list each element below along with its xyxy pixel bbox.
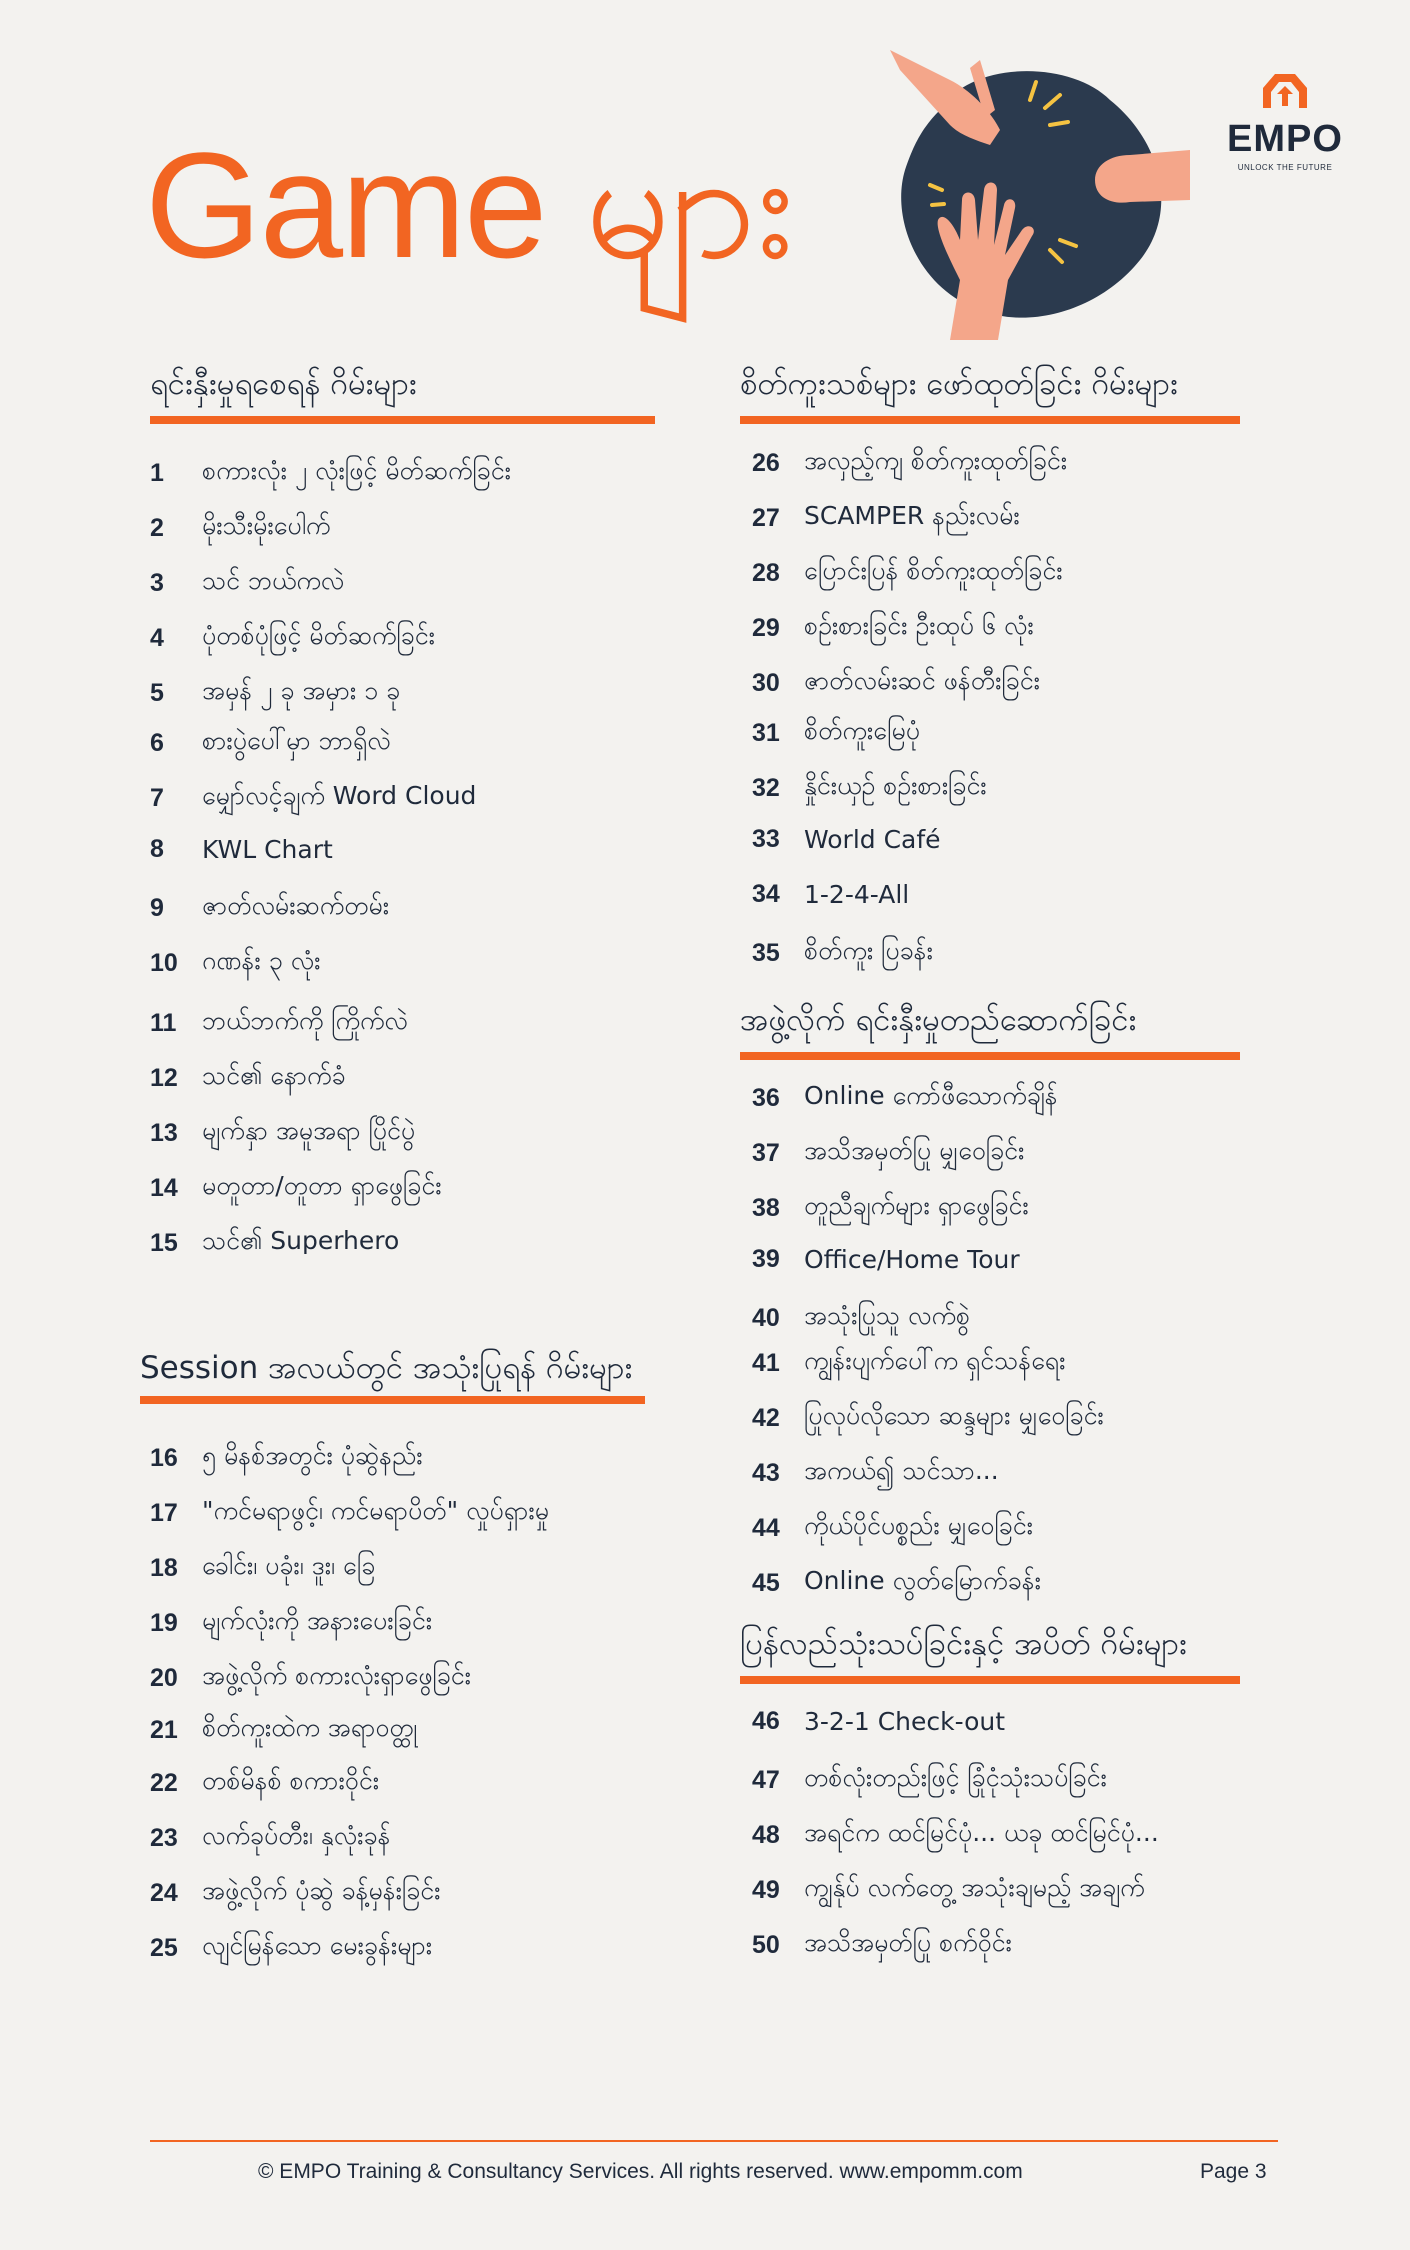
item-text: စိတ်ကူးမြေပုံ (804, 716, 921, 745)
item-text: တစ်မိနစ် စကားဝိုင်း (202, 1766, 380, 1795)
item-text: အကယ်၍ သင်သာ... (804, 1456, 999, 1485)
item-number: 16 (150, 1444, 178, 1472)
section-mid-session (140, 1346, 645, 1404)
item-number: 5 (150, 679, 164, 707)
item-text: စိတ်ကူးထဲက အရာဝတ္ထု (202, 1713, 418, 1742)
list-item (752, 445, 1067, 482)
list-item (150, 725, 391, 762)
list-item (150, 835, 333, 864)
item-text: တစ်လုံးတည်းဖြင့် ခြုံငုံသုံးသပ်ခြင်း (804, 1763, 1107, 1792)
item-number: 23 (150, 1824, 178, 1852)
item-text: အသိအမှတ်ပြု စက်ဝိုင်း (804, 1928, 1012, 1957)
list-item (752, 935, 933, 972)
list-item (150, 1225, 399, 1262)
item-text: တူညီချက်များ ရှာဖွေခြင်း (804, 1191, 1029, 1220)
list-item (752, 1872, 1145, 1909)
item-number: 43 (752, 1459, 780, 1487)
item-text: စိတ်ကူး ပြခန်း (804, 936, 933, 965)
item-number: 7 (150, 784, 164, 812)
item-text: Office/Home Tour (804, 1245, 1020, 1274)
list-item (150, 1712, 417, 1749)
item-number: 36 (752, 1084, 780, 1112)
list-item (150, 675, 400, 712)
item-number: 42 (752, 1404, 780, 1432)
list-item (752, 770, 987, 807)
item-number: 32 (752, 774, 780, 802)
list-item (150, 1440, 423, 1477)
item-text: ပြောင်းပြန် စိတ်ကူးထုတ်ခြင်း (804, 556, 1063, 585)
section-underline (740, 1676, 1240, 1684)
list-item (150, 1930, 432, 1967)
list-item (150, 1170, 442, 1207)
item-number: 40 (752, 1304, 780, 1332)
list-item (752, 1455, 999, 1492)
section-heading: Session အလယ်တွင် အသုံးပြုရန် ဂိမ်းများ (140, 1350, 633, 1386)
list-item (752, 610, 1034, 647)
item-text: မျက်လုံးကို အနားပေးခြင်း (202, 1606, 433, 1635)
section-underline (140, 1396, 645, 1404)
item-text: မတူတာ/တူတာ ရှာဖွေခြင်း (202, 1171, 442, 1200)
item-text: "ကင်မရာဖွင့်၊ ကင်မရာပိတ်" လှုပ်ရှားမှု (202, 1496, 550, 1525)
list-item (752, 1245, 1020, 1274)
item-number: 29 (752, 614, 780, 642)
item-number: 2 (150, 514, 164, 542)
footer-copyright: © EMPO Training & Consultancy Services. All rights reserved. www.empomm.com (258, 2160, 1023, 2183)
list-item (150, 945, 321, 982)
list-item (752, 1927, 1012, 1964)
item-number: 15 (150, 1229, 178, 1257)
item-text: အမှန် ၂ ခု အမှား ၁ ခု (202, 676, 401, 705)
item-number: 34 (752, 880, 780, 908)
list-item (150, 1550, 375, 1587)
item-number: 31 (752, 719, 780, 747)
section-underline (150, 416, 655, 424)
list-item (752, 665, 1040, 702)
list-item (150, 1495, 549, 1532)
hands-game-illustration (880, 40, 1190, 340)
item-number: 19 (150, 1609, 178, 1637)
item-text: လက်ခုပ်တီး၊ နှလုံးခုန် (202, 1821, 391, 1850)
item-text: သင် ဘယ်ကလဲ (202, 566, 345, 595)
item-number: 9 (150, 894, 164, 922)
item-text: ဇာတ်လမ်းဆင် ဖန်တီးခြင်း (804, 666, 1040, 695)
section-heading: စိတ်ကူးသစ်များ ဖော်ထုတ်ခြင်း ဂိမ်းများ (740, 366, 1178, 402)
item-text: မျှော်လင့်ချက် Word Cloud (202, 781, 477, 810)
section-heading: ပြန်လည်သုံးသပ်ခြင်းနှင့် အပိတ် ဂိမ်းများ (740, 1626, 1187, 1662)
list-item (150, 890, 389, 927)
section-heading: ရင်းနှီးမှုရစေရန် ဂိမ်းများ (150, 366, 417, 402)
item-text: အရင်က ထင်မြင်ပုံ... ယခု ထင်မြင်ပုံ... (804, 1818, 1159, 1847)
item-number: 10 (150, 949, 178, 977)
empo-logo (1210, 70, 1360, 180)
section-underline (740, 1052, 1240, 1060)
list-item (752, 1190, 1029, 1227)
item-text: မျက်နှာ အမူအရာ ပြိုင်ပွဲ (202, 1116, 416, 1145)
list-item (150, 780, 476, 817)
item-text: Online ကော်ဖီသောက်ချိန် (804, 1081, 1058, 1110)
item-text: အဖွဲ့လိုက် ပုံဆွဲ ခန့်မှန်းခြင်း (202, 1876, 441, 1905)
section-team-building (740, 998, 1240, 1060)
list-item (150, 1820, 391, 1857)
item-text: သင်၏ နောက်ခံ (202, 1061, 346, 1090)
item-text: စကားလုံး ၂ လုံးဖြင့် မိတ်ဆက်ခြင်း (202, 456, 511, 485)
item-number: 48 (752, 1821, 780, 1849)
item-number: 45 (752, 1569, 780, 1597)
page-number: Page 3 (1200, 2160, 1267, 2183)
item-number: 3 (150, 569, 164, 597)
item-number: 22 (150, 1769, 178, 1797)
list-item (752, 1565, 1041, 1602)
list-item (150, 455, 511, 492)
item-number: 50 (752, 1931, 780, 1959)
section-icebreakers (150, 362, 655, 424)
list-item (150, 1605, 432, 1642)
section-ideation (740, 362, 1240, 424)
item-number: 28 (752, 559, 780, 587)
list-item (752, 555, 1063, 592)
item-number: 8 (150, 835, 164, 863)
item-text: 1-2-4-All (804, 880, 910, 909)
item-number: 14 (150, 1174, 178, 1202)
logo-tagline: UNLOCK THE FUTURE (1237, 163, 1333, 172)
list-item (752, 1762, 1107, 1799)
list-item (752, 1707, 1005, 1736)
item-number: 26 (752, 449, 780, 477)
item-text: World Café (804, 825, 941, 854)
item-text: ပြုလုပ်လိုသော ဆန္ဒများ မျှဝေခြင်း (804, 1401, 1104, 1430)
item-number: 20 (150, 1664, 178, 1692)
list-item (752, 1135, 1024, 1172)
item-text: Online လွတ်မြောက်ခန်း (804, 1566, 1041, 1595)
item-text: အသုံးပြုသူ လက်စွဲ (804, 1301, 971, 1330)
item-text: နှိုင်းယှဉ် စဉ်းစားခြင်း (804, 771, 987, 800)
footer-divider (150, 2140, 1278, 2142)
item-number: 30 (752, 669, 780, 697)
list-item (150, 1005, 408, 1042)
item-number: 13 (150, 1119, 178, 1147)
list-item (150, 620, 435, 657)
item-number: 44 (752, 1514, 780, 1542)
item-number: 12 (150, 1064, 178, 1092)
list-item (150, 1060, 346, 1097)
item-text: ပုံတစ်ပုံဖြင့် မိတ်ဆက်ခြင်း (202, 621, 435, 650)
list-item (752, 715, 920, 752)
item-number: 18 (150, 1554, 178, 1582)
list-item (150, 1115, 415, 1152)
list-item (752, 1300, 970, 1337)
item-text: ခေါင်း၊ ပခုံး၊ ဒူး၊ ခြေ (202, 1551, 376, 1580)
list-item (752, 825, 941, 854)
item-number: 41 (752, 1349, 780, 1377)
item-text: သင်၏ Superhero (202, 1226, 400, 1255)
list-item (752, 880, 909, 909)
item-number: 39 (752, 1245, 780, 1273)
item-number: 38 (752, 1194, 780, 1222)
item-text: လျင်မြန်သော မေးခွန်းများ (202, 1931, 433, 1960)
section-heading: အဖွဲ့လိုက် ရင်းနှီးမှုတည်ဆောက်ခြင်း (740, 1002, 1137, 1038)
section-closing (740, 1622, 1240, 1684)
item-text: SCAMPER နည်းလမ်း (804, 501, 1020, 530)
item-text: ကျွန်ုပ် လက်တွေ့ အသုံးချမည့် အချက် (804, 1873, 1145, 1902)
list-item (752, 1080, 1058, 1117)
list-item (150, 565, 344, 602)
item-text: အသိအမှတ်ပြု မျှဝေခြင်း (804, 1136, 1025, 1165)
list-item (752, 1400, 1104, 1437)
page-title: Game များ (145, 121, 793, 289)
item-number: 35 (752, 939, 780, 967)
item-number: 1 (150, 459, 164, 487)
logo-text: EMPO (1227, 118, 1343, 160)
item-text: ကိုယ်ပိုင်ပစ္စည်း မျှဝေခြင်း (804, 1511, 1033, 1540)
item-text: ဇာတ်လမ်းဆက်တမ်း (202, 891, 390, 920)
item-text: အလှည့်ကျ စိတ်ကူးထုတ်ခြင်း (804, 446, 1068, 475)
list-item (752, 1345, 1066, 1382)
item-number: 11 (150, 1009, 177, 1037)
item-text: ၅ မိနစ်အတွင်း ပုံဆွဲနည်း (202, 1441, 423, 1470)
item-text: မိုးသီးမိုးပေါက် (202, 511, 331, 540)
item-number: 27 (752, 504, 780, 532)
item-number: 47 (752, 1766, 780, 1794)
item-text: အဖွဲ့လိုက် စကားလုံးရှာဖွေခြင်း (202, 1661, 471, 1690)
section-underline (740, 416, 1240, 424)
item-number: 17 (150, 1499, 178, 1527)
item-text: ဂဏန်း ၃ လုံး (202, 946, 321, 975)
item-number: 33 (752, 825, 780, 853)
item-number: 24 (150, 1879, 178, 1907)
list-item (150, 1875, 441, 1912)
list-item (752, 1510, 1033, 1547)
list-item (150, 1660, 471, 1697)
item-text: ဘယ်ဘက်ကို ကြိုက်လဲ (202, 1006, 408, 1035)
list-item (752, 500, 1020, 537)
list-item (752, 1817, 1159, 1854)
item-number: 6 (150, 729, 164, 757)
list-item (150, 1765, 379, 1802)
item-number: 21 (150, 1716, 178, 1744)
item-number: 37 (752, 1139, 780, 1167)
list-item (150, 510, 330, 547)
item-text: စားပွဲပေါ်မှာ ဘာရှိလဲ (202, 726, 391, 755)
item-number: 46 (752, 1707, 780, 1735)
empo-logo-icon (1257, 70, 1313, 110)
item-number: 49 (752, 1876, 780, 1904)
item-number: 25 (150, 1934, 178, 1962)
item-text: KWL Chart (202, 835, 333, 864)
item-text: 3-2-1 Check-out (804, 1707, 1006, 1736)
item-text: စဉ်းစားခြင်း ဦးထုပ် ၆ လုံး (804, 611, 1034, 640)
item-text: ကျွန်းပျက်ပေါ်က ရှင်သန်ရေး (804, 1346, 1066, 1375)
item-number: 4 (150, 624, 164, 652)
